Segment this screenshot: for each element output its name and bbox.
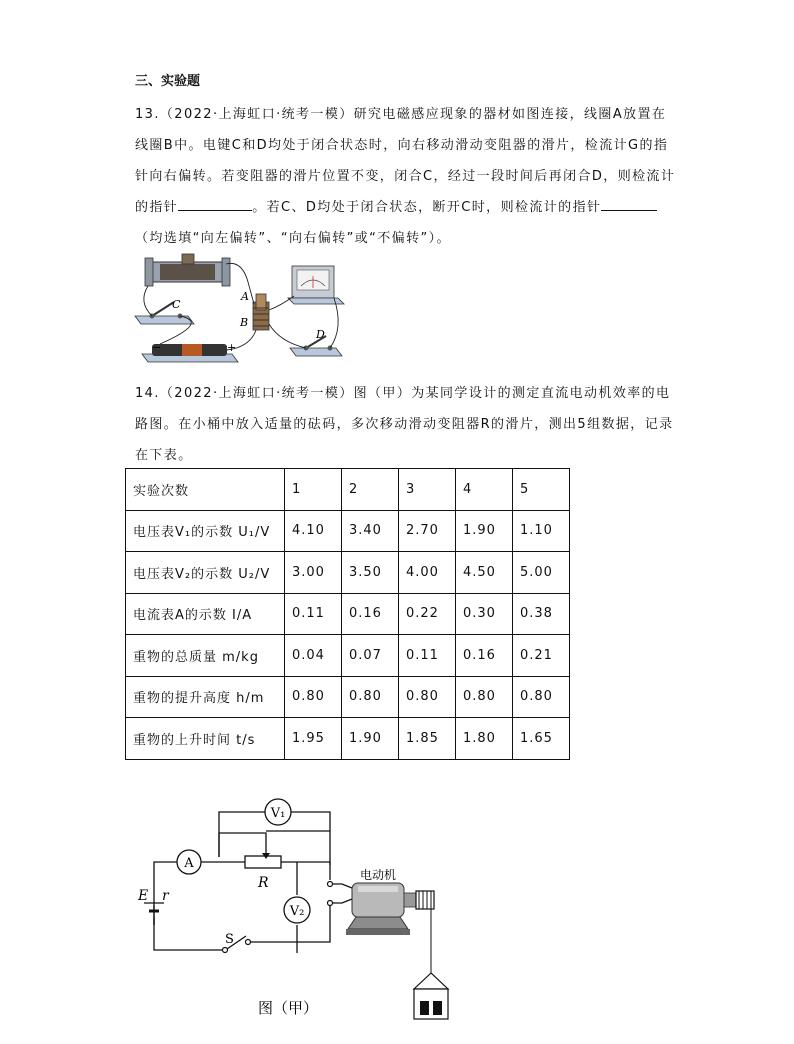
table-cell: 0.80 bbox=[399, 676, 456, 718]
table-cell: 4.50 bbox=[456, 552, 513, 594]
label-plus: + bbox=[227, 341, 237, 354]
q14-line-2: 路图。在小桶中放入适量的砝码，多次移动滑动变阻器R的滑片，测出5组数据，记录 bbox=[135, 417, 674, 432]
table-cell: 0.80 bbox=[456, 676, 513, 718]
table-cell: 3.40 bbox=[342, 510, 399, 552]
weight-block bbox=[433, 1001, 442, 1015]
table-row bbox=[126, 718, 570, 760]
table-cell: 0.38 bbox=[513, 593, 570, 635]
q13-line-3: 针向右偏转。若变阻器的滑片位置不变，闭合C，经过一段时间后再闭合D，则检流计 bbox=[135, 169, 676, 184]
row-label: 电流表A的示数 I/A bbox=[126, 593, 285, 635]
table-cell: 4.10 bbox=[285, 510, 342, 552]
table-cell: 0.80 bbox=[342, 676, 399, 718]
table-cell: 1.85 bbox=[399, 718, 456, 760]
table-cell: 1.65 bbox=[513, 718, 570, 760]
q13-line-5: （均选填“向左偏转”、“向右偏转”或“不偏转”）。 bbox=[135, 231, 451, 246]
table-cell: 0.30 bbox=[456, 593, 513, 635]
table-cell: 1.95 bbox=[285, 718, 342, 760]
label-r-rheostat: R bbox=[258, 875, 269, 891]
table-cell: 0.07 bbox=[342, 635, 399, 677]
table-cell: 0.80 bbox=[513, 676, 570, 718]
switch-s-contact bbox=[223, 948, 228, 953]
table-header-cell: 3 bbox=[399, 469, 456, 511]
label-s: S bbox=[225, 932, 234, 947]
q13-line-2: 线圈B中。电键C和D均处于闭合状态时，向右移动滑动变阻器的滑片，检流计G的指 bbox=[135, 138, 669, 153]
section-title: 三、实验题 bbox=[135, 74, 201, 89]
weight-bucket bbox=[414, 989, 448, 1019]
row-label: 电压表V₂的示数 U₂/V bbox=[126, 552, 285, 594]
table-cell: 1.80 bbox=[456, 718, 513, 760]
table-cell: 0.11 bbox=[285, 593, 342, 635]
label-a: A bbox=[241, 290, 249, 303]
weight-block bbox=[420, 1001, 429, 1015]
table-cell: 1.90 bbox=[342, 718, 399, 760]
q14-line-3: 在下表。 bbox=[135, 448, 193, 463]
table-header-cell: 1 bbox=[285, 469, 342, 511]
label-c: C bbox=[172, 298, 181, 311]
q13-line-4 bbox=[135, 196, 657, 215]
switch-d bbox=[290, 348, 342, 356]
table-cell: 2.70 bbox=[399, 510, 456, 552]
motor-circuit-figure bbox=[130, 795, 475, 1030]
row-label: 重物的提升高度 h/m bbox=[126, 676, 285, 718]
label-b: B bbox=[240, 316, 249, 329]
table-cell: 0.04 bbox=[285, 635, 342, 677]
answer-blank-2[interactable] bbox=[601, 199, 657, 211]
table-cell: 3.00 bbox=[285, 552, 342, 594]
row-label: 重物的总质量 m/kg bbox=[126, 635, 285, 677]
rheostat-r bbox=[245, 856, 281, 868]
row-label: 电压表V₁的示数 U₁/V bbox=[126, 510, 285, 552]
table-row bbox=[126, 676, 570, 718]
table-header-row bbox=[126, 469, 570, 511]
label-r-internal: r bbox=[162, 888, 169, 904]
label-v1: V₁ bbox=[270, 806, 286, 821]
table-row bbox=[126, 635, 570, 677]
q13-line-4a: 的指针 bbox=[135, 200, 179, 215]
label-a: A bbox=[184, 856, 194, 871]
table-cell: 1.90 bbox=[456, 510, 513, 552]
table-cell: 4.00 bbox=[399, 552, 456, 594]
answer-blank-1[interactable] bbox=[178, 199, 252, 211]
figure-caption: 图（甲） bbox=[258, 999, 319, 1017]
table-cell: 3.50 bbox=[342, 552, 399, 594]
q14-line-1: 14.（2022·上海虹口·统考一模）图（甲）为某同学设计的测定直流电动机效率的电 bbox=[135, 386, 671, 401]
table-header-cell: 5 bbox=[513, 469, 570, 511]
q13-line-4b: 。若C、D均处于闭合状态，断开C时，则检流计的指针 bbox=[252, 200, 602, 215]
table-row bbox=[126, 552, 570, 594]
data-table bbox=[125, 468, 570, 760]
table-cell: 1.10 bbox=[513, 510, 570, 552]
table-row bbox=[126, 510, 570, 552]
table-cell: 0.16 bbox=[342, 593, 399, 635]
label-d: D bbox=[316, 328, 325, 341]
table-header-cell: 2 bbox=[342, 469, 399, 511]
table-cell: 0.21 bbox=[513, 635, 570, 677]
label-minus: − bbox=[152, 341, 162, 354]
table-row bbox=[126, 593, 570, 635]
table-header-cell: 4 bbox=[456, 469, 513, 511]
table-cell: 0.80 bbox=[285, 676, 342, 718]
induction-apparatus-figure bbox=[130, 252, 352, 370]
table-header-cell: 实验次数 bbox=[126, 469, 285, 511]
label-e: E bbox=[138, 888, 149, 904]
table-cell: 0.16 bbox=[456, 635, 513, 677]
table-cell: 5.00 bbox=[513, 552, 570, 594]
table-cell: 0.22 bbox=[399, 593, 456, 635]
q13-line-1: 13.（2022·上海虹口·统考一模）研究电磁感应现象的器材如图连接，线圈A放置在 bbox=[135, 107, 667, 122]
row-label: 重物的上升时间 t/s bbox=[126, 718, 285, 760]
label-v2: V₂ bbox=[289, 904, 305, 919]
table-cell: 0.11 bbox=[399, 635, 456, 677]
label-motor: 电动机 bbox=[360, 868, 397, 882]
